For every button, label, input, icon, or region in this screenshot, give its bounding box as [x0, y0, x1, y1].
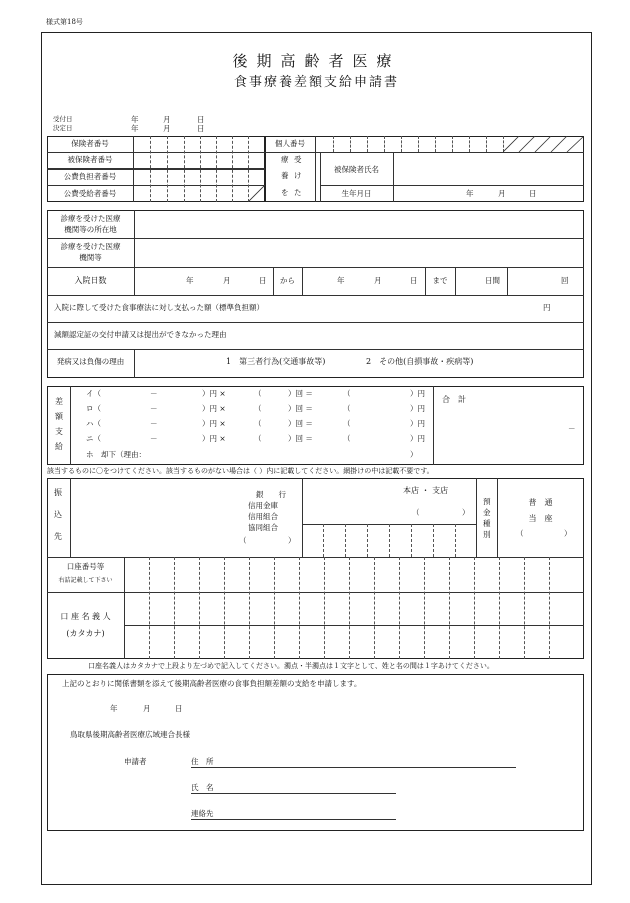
row-unit-price: ）円 ×: [202, 419, 226, 428]
row-mark: ハ（: [86, 419, 101, 428]
location-label-2: 機関等の所在地: [64, 225, 117, 234]
row-unit-price: ）円 ×: [202, 404, 226, 413]
deposit-char: 種: [483, 519, 491, 528]
patient-char: た: [294, 188, 302, 197]
row-times: ）回 ＝: [288, 389, 313, 398]
payment-side-char: 給: [55, 442, 63, 451]
facility-label: 診療を受けた医療: [60, 242, 121, 251]
total-label: 合 計: [442, 395, 466, 404]
payment-side-char: 支: [55, 427, 63, 436]
from-label: から: [280, 276, 295, 285]
bank-paren-open: （: [239, 536, 247, 545]
to-month: 月: [374, 276, 382, 285]
row-amount: ）円: [410, 404, 425, 413]
row-paren: （: [343, 419, 351, 428]
birth-year: 年: [466, 189, 474, 198]
bank-name-input[interactable]: [72, 480, 232, 555]
row-paren: （: [343, 404, 351, 413]
reject-reason-input[interactable]: [160, 449, 405, 461]
application-date-input[interactable]: [90, 701, 190, 715]
personal-number-label: 個人番号: [275, 139, 305, 148]
deposit-paren-close: ）: [564, 529, 572, 538]
until-label: まで: [432, 276, 448, 285]
facility-name-input[interactable]: [135, 239, 583, 266]
decided-year: 年: [131, 124, 139, 133]
row-paren: （: [254, 404, 262, 413]
decided-label: 決定日: [53, 124, 73, 132]
transfer-char: 振: [54, 488, 62, 497]
times-unit: 回: [561, 276, 569, 285]
row-mark: ニ（: [86, 434, 101, 443]
title-line1: 後期高齢者医療: [232, 52, 401, 70]
account-number-label: 口座番号等: [66, 562, 105, 571]
row-dash: －: [150, 389, 158, 398]
from-day: 日: [259, 276, 267, 285]
patient-char: 療: [281, 155, 289, 164]
days-unit: 日間: [485, 276, 500, 285]
to-year: 年: [337, 276, 345, 285]
blank-cells-hatch: [503, 136, 584, 152]
row-times: ）回 ＝: [288, 404, 313, 413]
public-payer-number-label: 公費負担者番号: [63, 172, 117, 181]
account-number-note: 右詰記載して下さい: [58, 577, 113, 584]
received-day: 日: [197, 115, 205, 124]
birth-month: 月: [498, 189, 506, 198]
row-unit-price: ）円 ×: [202, 434, 226, 443]
reason-cert-label: 減額認定証の交付申請又は提出ができなかった理由: [54, 330, 227, 339]
transfer-char: 先: [54, 532, 62, 541]
form-number: 様式第18号: [46, 18, 83, 26]
reason-cert-input[interactable]: [280, 324, 580, 347]
applicant-contact-input[interactable]: [215, 805, 395, 818]
account-number-input[interactable]: [125, 558, 583, 591]
birth-day: 日: [529, 189, 537, 198]
inpatient-days-label: 入院日数: [74, 276, 107, 285]
deposit-char: 預: [483, 497, 491, 506]
address-label: 住 所: [191, 757, 214, 766]
circle-instruction: 該当するものに〇をつけてください。該当するものがない場合は（ ）内に記載してください。網掛けの中は記載不要です。: [47, 467, 434, 475]
insured-name-label: 被保険者氏名: [334, 165, 379, 174]
row-paren: （: [343, 389, 351, 398]
decided-day: 日: [197, 124, 205, 133]
deposit-char: 金: [483, 508, 491, 517]
row-mark: イ（: [86, 389, 101, 398]
row-amount: ）円: [410, 389, 425, 398]
bank-paren-close: ）: [288, 536, 296, 545]
row-dash: －: [150, 404, 158, 413]
received-month: 月: [163, 115, 171, 124]
total-dash: －: [568, 424, 576, 433]
transfer-char: 込: [54, 510, 62, 519]
cause-option-other[interactable]: 2 その他(自損事故・疾病等): [366, 357, 474, 366]
row-paren: （: [254, 434, 262, 443]
application-statement: 上記のとおりに関係書類を添えて後期高齢者医療の食事負担額差額の支給を申請します。: [62, 679, 362, 688]
facility-label-2: 機関等: [79, 253, 102, 262]
birthdate-input[interactable]: [394, 186, 583, 201]
branch-paren-close: ）: [462, 508, 470, 517]
row-paren: （: [254, 419, 262, 428]
meal-cost-label: 入院に際して受けた食事療法に対し支払った額（標準負担額）: [54, 303, 264, 312]
patient-char: け: [294, 171, 302, 180]
account-holder-row1-input[interactable]: [125, 593, 583, 624]
row-dash: －: [150, 419, 158, 428]
received-label: 受付日: [53, 115, 73, 123]
row-mark: ロ（: [86, 404, 101, 413]
location-label: 診療を受けた医療: [60, 214, 121, 223]
blank-cell-slash: [248, 185, 265, 202]
row-paren: （: [254, 389, 262, 398]
applicant-name-input[interactable]: [215, 779, 395, 792]
branch-type[interactable]: 本店 ・ 支店: [403, 486, 449, 495]
payment-side-char: 額: [55, 412, 63, 421]
cause-option-third-party[interactable]: 1 第三者行為(交通事故等): [226, 357, 326, 366]
deposit-ordinary[interactable]: 普 通: [528, 498, 553, 507]
application-year: 年: [110, 704, 118, 713]
row-times: ）回 ＝: [288, 419, 313, 428]
total-amount-input[interactable]: [436, 408, 582, 463]
application-month: 月: [143, 704, 151, 713]
reject-close: ）: [410, 450, 418, 459]
payment-side-char: 差: [55, 397, 63, 406]
bank-type-credit-union[interactable]: 信用組合: [248, 512, 278, 521]
public-recipient-number-input[interactable]: [134, 186, 264, 201]
insured-person-number-input[interactable]: [134, 153, 264, 167]
facility-address-input[interactable]: [135, 211, 583, 237]
title-line2: 食事療養差額支給申請書: [233, 75, 399, 90]
patient-char: 受: [294, 155, 302, 164]
bank-type-shinkin[interactable]: 信用金庫: [248, 501, 278, 510]
name-label: 氏 名: [191, 783, 214, 792]
cause-label: 発病又は負傷の理由: [56, 357, 125, 366]
insured-name-input[interactable]: [394, 153, 583, 184]
row-amount: ）円: [410, 419, 425, 428]
branch-name-input[interactable]: [304, 480, 474, 522]
row-paren: （: [343, 434, 351, 443]
patient-char: を: [281, 188, 289, 197]
addressee: 鳥取県後期高齢者医療広域連合長様: [70, 730, 190, 739]
application-day: 日: [175, 704, 183, 713]
applicant-address-input[interactable]: [215, 753, 515, 766]
row-dash: －: [150, 434, 158, 443]
meal-cost-yen: 円: [543, 303, 551, 312]
deposit-paren-open: （: [516, 529, 524, 538]
row-times: ）回 ＝: [288, 434, 313, 443]
insured-number-label: 保険者番号: [71, 139, 109, 148]
birthdate-label: 生年月日: [341, 189, 372, 198]
received-year: 年: [131, 115, 139, 124]
insured-number-input[interactable]: [134, 137, 264, 151]
to-day: 日: [410, 276, 418, 285]
account-holder-kana: (カタカナ): [66, 629, 105, 638]
holder-instruction: 口座名義人はカタカナで上段より左づめで記入してください。濁点・半濁点は１文字として、姓と名の間は１字あけてください。: [88, 662, 494, 670]
deposit-char: 別: [483, 530, 491, 539]
account-holder-row2-input[interactable]: [125, 626, 583, 658]
reject-label: ホ 却下（理由：: [86, 450, 146, 459]
deposit-current[interactable]: 当 座: [528, 514, 553, 523]
from-month: 月: [223, 276, 231, 285]
applicant-label: 申請者: [124, 757, 147, 766]
account-holder-label: 口 座 名 義 人: [60, 612, 111, 621]
bank-type-bank[interactable]: 銀 行: [256, 490, 286, 499]
insured-person-number-label: 被保険者番号: [67, 155, 113, 164]
public-payer-number-input[interactable]: [134, 170, 264, 184]
row-amount: ）円: [410, 434, 425, 443]
meal-cost-input[interactable]: [330, 297, 540, 320]
bank-type-cooperative[interactable]: 協同組合: [248, 523, 278, 532]
contact-label: 連絡先: [191, 809, 214, 818]
patient-char: 養: [281, 171, 289, 180]
public-recipient-number-label: 公費受給者番号: [63, 189, 117, 198]
from-year: 年: [186, 276, 194, 285]
branch-paren-open: （: [412, 508, 420, 517]
decided-month: 月: [163, 124, 171, 133]
row-unit-price: ）円 ×: [202, 389, 226, 398]
